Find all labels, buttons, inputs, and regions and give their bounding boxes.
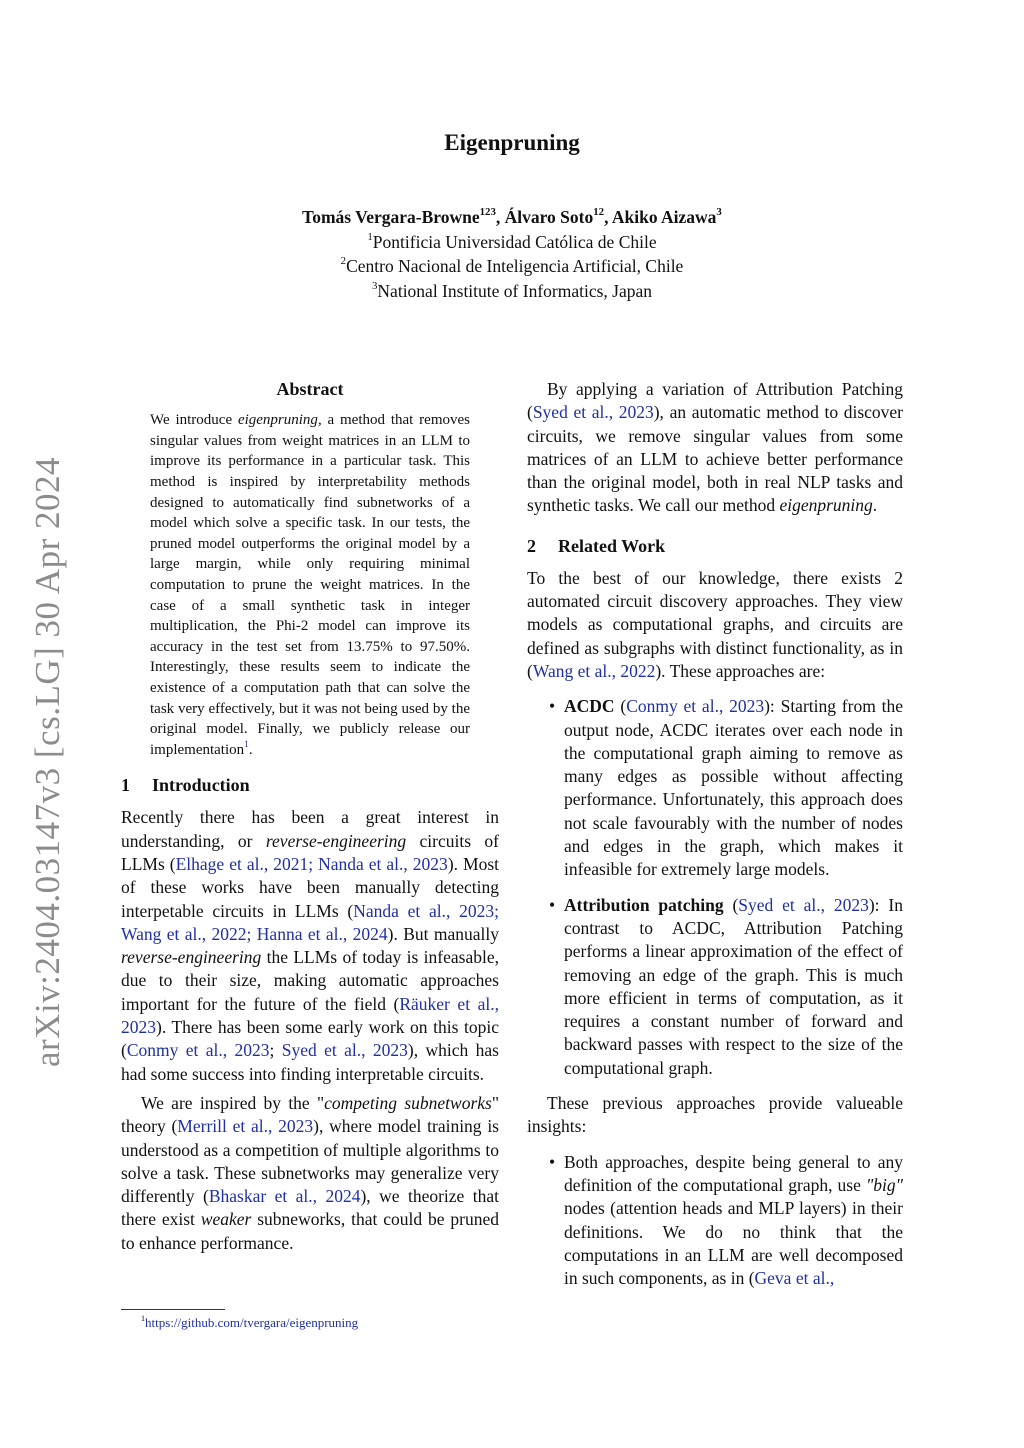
citation-link[interactable]: Syed et al., 2023 <box>281 1040 408 1061</box>
citation-link[interactable]: Geva et al., <box>754 1268 835 1289</box>
author-1: Tomás Vergara-Browne <box>302 207 480 227</box>
footnote: $^1$https://github.com/tvergara/eigenpruning <box>141 1313 359 1330</box>
affiliation-2: $^2$Centro Nacional de Inteligencia Artificial, Chile <box>340 255 684 276</box>
introduction-paragraph-2: We are inspired by the "competing subnetworks" theory (Merrill et al., 2023), where model training is understood as a competition of multiple algorithms to solve a task. These subnetworks may generalize very differently (Bhaskar et al., 2024), we theorize that there exist weaker subneworks, that could be pruned to enhance performance. <box>121 1092 500 1253</box>
author-2-affil: 12 <box>593 206 605 219</box>
footnote-marker[interactable]: 1 <box>244 739 249 750</box>
left-column <box>121 378 499 1255</box>
related-work-paragraph-1: To the best of our knowledge, there exists 2 automated circuit discovery approaches. They view models as computational graphs, and circuits are defined as subgraphs with distinct functionality, as in (Wang et al., 2022). These approaches are: <box>527 567 903 681</box>
citation-link[interactable]: Conmy et al., 2023 <box>626 696 765 717</box>
citation-link[interactable]: Syed et al., 2023 <box>532 402 654 423</box>
right-column <box>527 378 903 1302</box>
affiliation-3: $^3$National Institute of Informatics, Japan <box>372 279 652 301</box>
introduction-paragraph-1: Recently there has been a great interest in understanding, or reverse-engineering circuits of LLMs (Elhage et al., 2021; Nanda et al., 2023). Most of these works have been manually detecting interpetable circuits in LLMs (Nanda et al., 2023; Wang et al., 2022; Hanna et al., 2024). But manually reverse-engineering the LLMs of today is infeasable, due to their size, making automatic approaches important for the future of the field (Räuker et al., 2023). There has been some early work on this topic (Conmy et al., 2023; Syed et al., 2023), which has had some success into finding interpretable circuits. <box>121 807 500 1084</box>
insights-list <box>527 1151 903 1291</box>
affiliation-1: $^1$Pontificia Universidad Católica de Chile <box>367 230 657 252</box>
footnote-divider <box>121 1309 225 1310</box>
author-names: Tomás Vergara-Browne$^{123}$, Álvaro Soto$^{12}$, Akiko Aizawa$^3$ <box>302 206 722 227</box>
related-work-heading: 2 Related Work <box>527 535 666 556</box>
author-3-affil: 3 <box>716 206 722 219</box>
list-item-insight-1: • Both approaches, despite being general to any definition of the computational graph, use "big" nodes (attention heads and MLP layers) in their definitions. We do no think that the computations in an LLM are well decomposed in such components, as in (Geva et al., <box>564 1151 903 1291</box>
citation-link[interactable]: Bhaskar et al., 2024 <box>208 1186 361 1207</box>
abstract-text: We introduce eigenpruning, a method that removes singular values from weight matrices in an LLM to improve its performance in a particular task. This method is inspired by interpretability methods designed to automatically find subnetworks of a model which solve a specific task. In our tests, the pruned model outperforms the original model by a large margin, while only requiring minimal computation to prune the weight matrices. In the case of a small synthetic task in integer multiplication, the Phi-2 model can improve its accuracy in the test set from 13.75% to 97.50%. Interestingly, these results seem to indicate the existence of a computation path that can solve the task very effectively, but it was not being used by the original model. Finally, we publicly release our implementation$^1$. <box>150 412 470 758</box>
citation-link[interactable]: Nanda et al., 2023; Wang et al., 2022; Hanna et al., 2024 <box>121 900 500 944</box>
list-item-attribution-patching: • Attribution patching (Syed et al., 2023): In contrast to ACDC, Attribution Patching performs a linear approximation of the effect of removing an edge of the graph. This is much more efficient in terms of computation, as it requires a constant number of forward and backward passes with respect to the size of the computational graph. <box>564 894 903 1080</box>
abstract-heading: Abstract <box>276 379 344 399</box>
citation-link[interactable]: Elhage et al., 2021; Nanda et al., 2023 <box>175 853 448 874</box>
approaches-list <box>527 695 903 1080</box>
paper-title: Eigenpruning <box>444 130 580 155</box>
citation-link[interactable]: Räuker et al., 2023 <box>121 993 499 1038</box>
introduction-paragraph-3: By applying a variation of Attribution Patching (Syed et al., 2023), an automatic method to discover circuits, we remove singular values from some matrices of an LLM to achieve better performance than the original model, both in real NLP tasks and synthetic tasks. We call our method eigenpruning. <box>527 379 903 516</box>
author-2: Álvaro Soto <box>504 207 594 227</box>
footnote-url-link[interactable]: https://github.com/tvergara/eigenpruning <box>145 1315 359 1330</box>
related-work-paragraph-2: These previous approaches provide valueable insights: <box>527 1093 903 1137</box>
citation-link[interactable]: Wang et al., 2022 <box>532 660 656 681</box>
citation-link[interactable]: Conmy et al., 2023 <box>126 1040 270 1061</box>
author-1-affil: 123 <box>479 206 496 219</box>
author-3: Akiko Aizawa <box>611 207 717 227</box>
author-block <box>0 205 1024 303</box>
citation-link[interactable]: Merrill et al., 2023 <box>177 1116 314 1137</box>
citation-link[interactable]: Syed et al., 2023 <box>738 894 869 915</box>
arxiv-identifier-stamp: arXiv:2404.03147v3 [cs.LG] 30 Apr 2024 <box>28 456 67 1068</box>
introduction-heading: 1 Introduction <box>121 775 250 796</box>
list-item-acdc: • ACDC (Conmy et al., 2023): Starting from the output node, ACDC iterates over each node in the computational graph aiming to remove as many edges as possible without affecting performance. Unfortunately, this approach does not scale favourably with the number of nodes and edges in the graph, which makes it infeasible for extremely large models. <box>564 695 903 881</box>
